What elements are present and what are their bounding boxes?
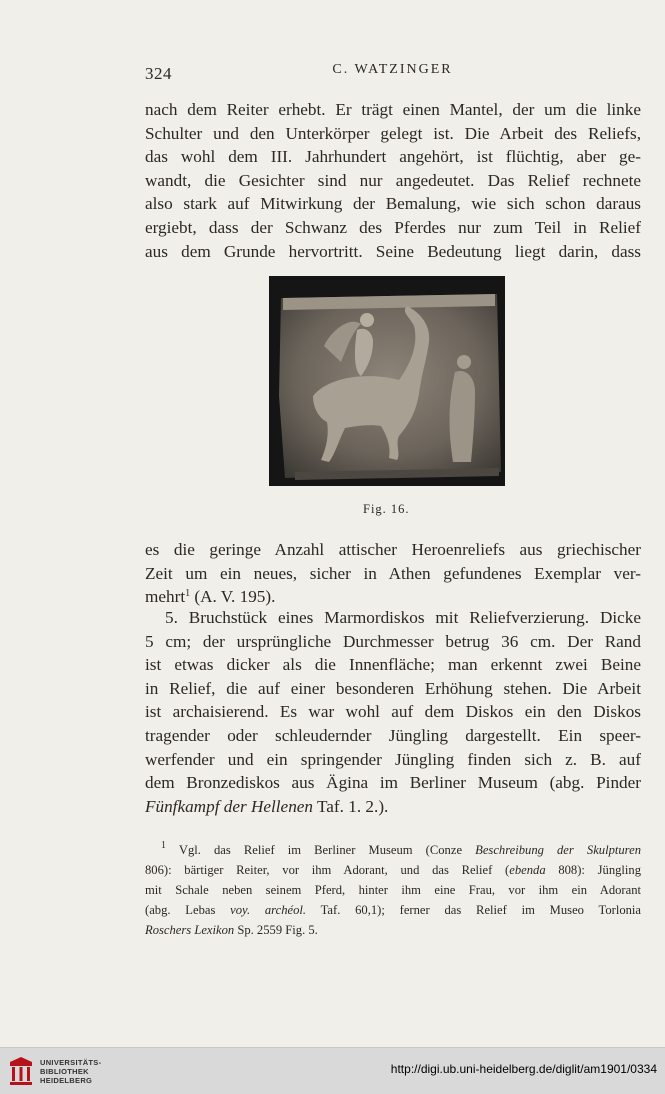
text-fragment: Taf. 1. 2.). [313, 796, 389, 816]
text-line: Zeit um ein neues, sicher in Athen gefundenes Exemplar ver- [145, 563, 641, 583]
footnote-line [145, 920, 641, 940]
text-line: das wohl dem III. Jahrhundert angehört, ist flüchtig, aber ge- [145, 147, 641, 167]
library-logo[interactable] [8, 1055, 128, 1089]
library-logo-icon [8, 1056, 34, 1086]
text-line: wandt, die Gesichter sind nur angedeutet. Das Relief rechnete [145, 170, 641, 190]
text-line: nach dem Reiter erhebt. Er trägt einen Mantel, der um die linke [145, 100, 641, 119]
text-line: in Relief, die auf einer besonderen Erhöhung stehen. Die Arbeit [145, 678, 641, 698]
text-line: dem Bronzediskos aus Ägina im Berliner Museum (abg. Pinder [145, 773, 641, 793]
text-fragment: Vgl. das Relief im Berliner Museum (Conze [166, 843, 476, 857]
figure-caption: Fig. 16. [363, 502, 410, 516]
text-fragment: 806): bärtiger Reiter, vor ihm Adorant, und das Relief ( [145, 863, 510, 877]
text-line: werfender und ein springender Jüngling finden sich z. B. auf [145, 749, 641, 769]
book-title: voy. archéol. [230, 903, 307, 917]
footnote-marker: 1 [161, 840, 166, 851]
library-name-line: UNIVERSITÄTS- [40, 1058, 102, 1067]
text-fragment: (A. V. 195). [190, 587, 276, 607]
book-title: Beschreibung der Skulpturen [475, 843, 641, 857]
footnote-reference: 1 [185, 588, 191, 600]
paragraph-3 [145, 606, 641, 818]
text-line: 5 cm; der ursprüngliche Durchmesser betrug 36 cm. Der Rand [145, 631, 641, 651]
library-name-line: BIBLIOTHEK [40, 1067, 89, 1076]
text-fragment: Sp. 2559 Fig. 5. [234, 923, 318, 937]
running-head: C. WATZINGER [332, 62, 453, 77]
text-line: also stark auf Mitwirkung der Bemalung, wie sich schon daraus [145, 194, 641, 214]
footnote-line [145, 900, 641, 920]
text-fragment: (abg. Lebas [145, 903, 231, 917]
page-header [145, 62, 640, 82]
text-line [145, 795, 641, 819]
reference-italic: ebenda [509, 863, 546, 877]
book-title: Roschers Lexikon [145, 923, 235, 937]
paragraph-1 [145, 98, 641, 263]
library-name-line: HEIDELBERG [40, 1076, 93, 1085]
text-line: es die geringe Anzahl attischer Heroenreliefs aus griechischer [145, 540, 641, 559]
footnote-line [145, 860, 641, 880]
text-line: aus dem Grunde hervortritt. Seine Bedeutung liegt darin, dass [145, 241, 641, 261]
text-line: ist etwas dicker als die Innenfläche; man erkennt zwei Beine [145, 655, 641, 675]
paragraph-2 [145, 538, 641, 609]
book-title: Fünfkampf der Hellenen [145, 796, 314, 816]
relief-photograph [269, 276, 505, 486]
library-name [40, 1058, 101, 1085]
relief-image [269, 276, 505, 486]
text-line: Schulter und den Unterkörper gelegt ist. Die Arbeit des Reliefs, [145, 123, 641, 143]
footnote [145, 840, 641, 940]
text-line: ist archaisierend. Es war wohl auf dem Diskos ein den Diskos [145, 702, 641, 722]
text-line: ergiebt, dass der Schwanz des Pferdes nur zum Teil in Relief [145, 217, 641, 237]
text-fragment: 808): Jüngling [545, 863, 641, 877]
footnote-line: mit Schale neben seinem Pferd, hinter ihm eine Frau, vor ihm ein Adorant [145, 883, 641, 897]
footnote-line [145, 840, 641, 860]
text-line: tragender oder schleudernder Jüngling dargestellt. Ein speer- [145, 725, 641, 745]
viewer-footer-bar [0, 1047, 665, 1094]
page-number: 324 [145, 64, 172, 83]
permalink-url[interactable]: http://digi.ub.uni-heidelberg.de/diglit/am1901/0334 [390, 1062, 657, 1076]
text-fragment: mehrt [145, 587, 186, 607]
text-fragment: Taf. 60,1); ferner das Relief im Museo Torlonia [306, 903, 642, 917]
text-line: 5. Bruchstück eines Marmordiskos mit Reliefverzierung. Dicke [165, 608, 641, 627]
